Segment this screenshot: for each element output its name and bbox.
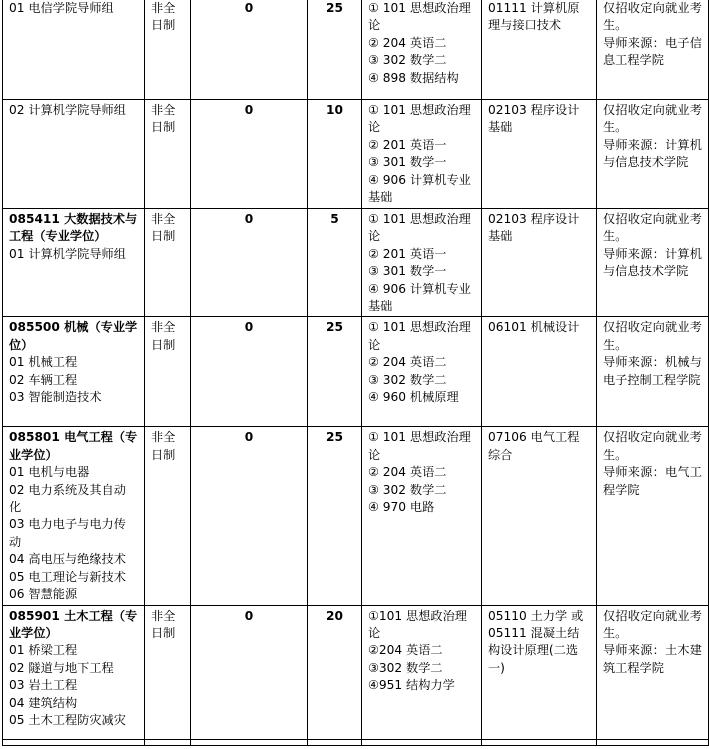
empty-cell [145, 739, 191, 745]
count-b-cell: 10 [308, 100, 362, 209]
rows.5.exam_lines-line: ③302 数学二 [368, 660, 443, 675]
count-a-cell: 0 [191, 209, 308, 317]
major-cell [3, 427, 145, 605]
table-body [3, 0, 709, 745]
rows.4.exam_lines-line: ③ 302 数学二 [368, 482, 447, 497]
table-row [3, 317, 709, 427]
study-mode-cell: 非全日制 [145, 427, 191, 605]
rows.4.retest_lines-line: 07106 电气工程综合 [488, 430, 580, 462]
rows.0.major_lines-line: 01 电信学院导师组 [9, 1, 114, 15]
note-cell [597, 427, 709, 605]
count-b-cell: 25 [308, 317, 362, 427]
rows.5.major_lines-line: 02 隧道与地下工程 [9, 660, 114, 675]
rows.2.note_lines-line: 导师来源：计算机与信息技术学院 [603, 246, 702, 279]
table-row [3, 605, 709, 739]
rows.5.retest_lines-line: 05110 土力学 或 [488, 608, 584, 623]
rows.5.exam_lines-line: ①101 思想政治理论 [368, 608, 467, 640]
rows.2.retest_lines-line: 02103 程序设计基础 [488, 212, 580, 244]
rows.4.exam_lines-line: ④ 970 电路 [368, 500, 435, 515]
rows.2.exam_lines-line: ② 201 英语一 [368, 246, 447, 261]
note-cell [597, 0, 709, 100]
exam-subjects-cell [362, 100, 482, 209]
count-b-cell: 5 [308, 209, 362, 317]
count-a-cell: 0 [191, 427, 308, 605]
rows.1.note_lines-line: 仅招收定向就业考生。 [603, 103, 702, 135]
study-mode-cell: 非全日制 [145, 0, 191, 100]
empty-cell [362, 739, 482, 745]
table-row [3, 209, 709, 317]
rows.4.note_lines-line: 仅招收定向就业考生。 [603, 430, 702, 462]
rows.0.note_lines-line: 导师来源：电子信息工程学院 [603, 35, 702, 68]
study-mode-cell: 非全日制 [145, 605, 191, 739]
empty-cell [597, 739, 709, 745]
rows.2.note_lines-line: 仅招收定向就业考生。 [603, 212, 702, 244]
major-cell [3, 209, 145, 317]
retest-subject-cell [482, 427, 597, 605]
rows.3.major_lines-line: 01 机械工程 [9, 355, 78, 370]
rows.5.exam_lines-line: ②204 英语二 [368, 643, 443, 658]
rows.1.note_lines-line: 导师来源：计算机与信息技术学院 [603, 137, 702, 170]
study-mode-cell: 非全日制 [145, 100, 191, 209]
rows.4.exam_lines-line: ② 204 英语二 [368, 465, 447, 480]
count-a-cell: 0 [191, 0, 308, 100]
retest-subject-cell [482, 209, 597, 317]
major-cell [3, 100, 145, 209]
exam-subjects-cell [362, 209, 482, 317]
admissions-table [2, 0, 709, 746]
retest-subject-cell [482, 100, 597, 209]
exam-subjects-cell [362, 427, 482, 605]
note-cell [597, 317, 709, 427]
rows.3.exam_lines-line: ④ 960 机械原理 [368, 390, 459, 405]
rows.5.major_lines-line: 01 桥梁工程 [9, 643, 78, 658]
rows.0.exam_lines-line: ④ 898 数据结构 [368, 70, 459, 85]
rows.2.exam_lines-line: ④ 906 计算机专业基础 [368, 281, 471, 314]
rows.0.retest_lines-line: 01111 计算机原理与接口技术 [488, 1, 580, 33]
rows.4.major_lines-line: 03 电力电子与电力传动 [9, 517, 126, 549]
table-row-continuation [3, 739, 709, 745]
rows.4.major_lines-line: 05 电工理论与新技术 [9, 569, 126, 584]
major-cell [3, 317, 145, 427]
rows.5.major_lines-line: 05 土木工程防灾减灾 [9, 712, 126, 727]
empty-cell [3, 739, 145, 745]
rows.3.exam_lines-line: ③ 302 数学二 [368, 372, 447, 387]
rows.5.exam_lines-line: ④951 结构力学 [368, 678, 455, 693]
study-mode-cell: 非全日制 [145, 317, 191, 427]
rows.4.note_lines-line: 导师来源：电气工程学院 [603, 465, 702, 497]
count-a-cell: 0 [191, 605, 308, 739]
rows.2.major_lines-line: 01 计算机学院导师组 [9, 246, 126, 261]
rows.3.note_lines-line: 仅招收定向就业考生。 [603, 320, 702, 352]
rows.1.exam_lines-line: ④ 906 计算机专业基础 [368, 172, 471, 205]
rows.3.exam_lines-line: ① 101 思想政治理论 [368, 320, 471, 352]
count-a-cell: 0 [191, 317, 308, 427]
rows.4.major_lines-line: 04 高电压与绝缘技术 [9, 552, 126, 567]
rows.5.retest_lines-line: 05111 混凝土结构设计原理(二选一) [488, 625, 580, 675]
rows.5.note_lines-line: 导师来源：土木建筑工程学院 [603, 643, 702, 675]
rows.1.exam_lines-line: ③ 301 数学一 [368, 155, 447, 170]
empty-cell [191, 739, 308, 745]
exam-subjects-cell [362, 605, 482, 739]
rows.4.exam_lines-line: ① 101 思想政治理论 [368, 430, 471, 462]
count-a-cell: 0 [191, 100, 308, 209]
rows.3.retest_lines-line: 06101 机械设计 [488, 320, 580, 335]
retest-subject-cell [482, 317, 597, 427]
count-b-cell: 25 [308, 0, 362, 100]
rows.5.note_lines-line: 仅招收定向就业考生。 [603, 608, 702, 640]
rows.1.exam_lines-line: ① 101 思想政治理论 [368, 103, 471, 135]
rows.4.major_lines-line: 02 电力系统及其自动化 [9, 482, 126, 515]
rows.3.note_lines-line: 导师来源：机械与电子控制工程学院 [603, 355, 702, 387]
rows.4.major_lines-line: 01 电机与电器 [9, 465, 90, 480]
exam-subjects-cell [362, 317, 482, 427]
exam-subjects-cell [362, 0, 482, 100]
note-cell [597, 605, 709, 739]
major-cell [3, 0, 145, 100]
rows.1.retest_lines-line: 02103 程序设计基础 [488, 103, 580, 135]
major-title: 085901 土木工程（专业学位） [9, 608, 138, 640]
rows.3.major_lines-line: 03 智能制造技术 [9, 390, 102, 405]
rows.2.exam_lines-line: ① 101 思想政治理论 [368, 212, 471, 244]
empty-cell [308, 739, 362, 745]
table-row [3, 427, 709, 605]
table-row [3, 100, 709, 209]
retest-subject-cell [482, 0, 597, 100]
rows.4.major_lines-line: 06 智慧能源 [9, 587, 78, 602]
rows.5.major_lines-line: 03 岩土工程 [9, 678, 78, 693]
major-title: 085411 大数据技术与工程（专业学位） [9, 212, 138, 244]
rows.0.note_lines-line: 仅招收定向就业考生。 [603, 1, 702, 33]
rows.1.exam_lines-line: ② 201 英语一 [368, 137, 447, 152]
rows.2.exam_lines-line: ③ 301 数学一 [368, 264, 447, 279]
rows.0.exam_lines-line: ② 204 英语二 [368, 35, 447, 50]
rows.3.major_lines-line: 02 车辆工程 [9, 372, 78, 387]
note-cell [597, 100, 709, 209]
rows.3.exam_lines-line: ② 204 英语二 [368, 355, 447, 370]
major-title: 085801 电气工程（专业学位） [9, 430, 138, 462]
count-b-cell: 20 [308, 605, 362, 739]
note-cell [597, 209, 709, 317]
table-row [3, 0, 709, 100]
count-b-cell: 25 [308, 427, 362, 605]
study-mode-cell: 非全日制 [145, 209, 191, 317]
major-title: 085500 机械（专业学位） [9, 320, 138, 352]
retest-subject-cell [482, 605, 597, 739]
major-cell [3, 605, 145, 739]
rows.0.exam_lines-line: ③ 302 数学二 [368, 53, 447, 68]
rows.5.major_lines-line: 04 建筑结构 [9, 695, 78, 710]
rows.1.major_lines-line: 02 计算机学院导师组 [9, 103, 126, 117]
rows.0.exam_lines-line: ① 101 思想政治理论 [368, 1, 471, 33]
empty-cell [482, 739, 597, 745]
